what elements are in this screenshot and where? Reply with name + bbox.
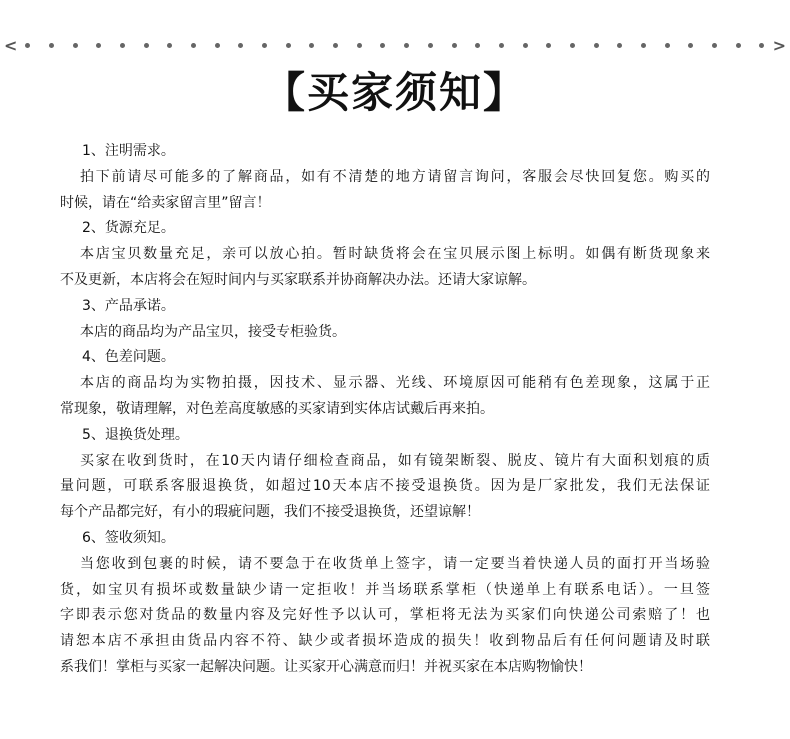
buyer-notice-body xyxy=(60,139,710,681)
section-heading: 5、退换货处理。 xyxy=(82,426,189,443)
dot-icon xyxy=(167,43,172,48)
section-text-line: 常现象，敬请理解，对色差高度敏感的买家请到实体店试戴后再来拍。 xyxy=(60,400,494,417)
section-text-line: 请恕本店不承担由货品内容不符、缺少或者损坏造成的损失！收到物品后有任何问题请及时联 xyxy=(60,633,710,650)
dotted-divider xyxy=(0,36,790,54)
dot-icon xyxy=(546,43,551,48)
dot-icon xyxy=(404,43,409,48)
dot-icon xyxy=(73,43,78,48)
divider-dots xyxy=(17,43,772,48)
dot-icon xyxy=(688,43,693,48)
page-title: 【买家须知】 xyxy=(262,68,527,117)
section-text-line: 买家在收到货时，在10天内请仔细检查商品，如有镜架断裂、脱皮、镜片有大面积划痕的质 xyxy=(80,452,710,469)
right-arrow-icon: > xyxy=(772,35,786,55)
section-text-line: 系我们！掌柜与买家一起解决问题。让买家开心满意而归！并祝买家在本店购物愉快！ xyxy=(60,658,592,675)
dot-icon xyxy=(262,43,267,48)
section-heading: 4、色差问题。 xyxy=(82,349,175,366)
dot-icon xyxy=(96,43,101,48)
dot-icon xyxy=(712,43,717,48)
section-text-line: 本店宝贝数量充足，亲可以放心拍。暂时缺货将会在宝贝展示图上标明。如偶有断货现象来 xyxy=(80,246,710,263)
section-text-line: 不及更新，本店将会在短时间内与买家联系并协商解决办法。还请大家谅解。 xyxy=(60,271,536,288)
section-text-line: 货，如宝贝有损坏或数量缺少请一定拒收！并当场联系掌柜（快递单上有联系电话）。一旦签 xyxy=(60,581,710,598)
dot-icon xyxy=(191,43,196,48)
section-text-line: 字即表示您对货品的数量内容及完好性予以认可，掌柜将无法为买家们向快递公司索赔了！也 xyxy=(60,607,710,624)
section-text-line: 拍下前请尽可能多的了解商品，如有不清楚的地方请留言询问，客服会尽快回复您。购买的 xyxy=(80,168,710,185)
dot-icon xyxy=(357,43,362,48)
notice-section xyxy=(60,345,710,422)
dot-icon xyxy=(641,43,646,48)
dot-icon xyxy=(333,43,338,48)
notice-section xyxy=(60,216,710,293)
dot-icon xyxy=(25,43,30,48)
dot-icon xyxy=(238,43,243,48)
section-heading: 3、产品承诺。 xyxy=(82,297,175,314)
notice-section xyxy=(60,294,710,346)
dot-icon xyxy=(215,43,220,48)
dot-icon xyxy=(523,43,528,48)
section-heading: 2、货源充足。 xyxy=(82,220,175,237)
dot-icon xyxy=(380,43,385,48)
dot-icon xyxy=(759,43,764,48)
dot-icon xyxy=(49,43,54,48)
dot-icon xyxy=(594,43,599,48)
dot-icon xyxy=(736,43,741,48)
section-text-line: 每个产品都完好，有小的瑕疵问题，我们不接受退换货，还望谅解！ xyxy=(60,504,480,521)
dot-icon xyxy=(617,43,622,48)
notice-section xyxy=(60,526,710,681)
dot-icon xyxy=(120,43,125,48)
section-text-line: 量问题，可联系客服退换货，如超过10天本店不接受退换货。因为是厂家批发，我们无法保证 xyxy=(60,478,710,495)
dot-icon xyxy=(452,43,457,48)
section-text-line: 本店的商品均为实物拍摄，因技术、显示器、光线、环境原因可能稍有色差现象，这属于正 xyxy=(80,375,710,392)
dot-icon xyxy=(570,43,575,48)
dot-icon xyxy=(499,43,504,48)
dot-icon xyxy=(428,43,433,48)
dot-icon xyxy=(286,43,291,48)
section-heading: 1、注明需求。 xyxy=(82,143,175,159)
dot-icon xyxy=(144,43,149,48)
section-text-line: 当您收到包裹的时候，请不要急于在收货单上签字，请一定要当着快递人员的面打开当场验 xyxy=(80,555,710,572)
dot-icon xyxy=(475,43,480,48)
section-heading: 6、签收须知。 xyxy=(82,529,175,546)
notice-section xyxy=(60,423,710,526)
dot-icon xyxy=(309,43,314,48)
section-text-line: 时候，请在“给卖家留言里”留言！ xyxy=(60,194,271,211)
section-text-line: 本店的商品均为产品宝贝，接受专柜验货。 xyxy=(80,323,346,340)
notice-section xyxy=(60,139,710,216)
left-arrow-icon: < xyxy=(4,35,18,55)
dot-icon xyxy=(665,43,670,48)
